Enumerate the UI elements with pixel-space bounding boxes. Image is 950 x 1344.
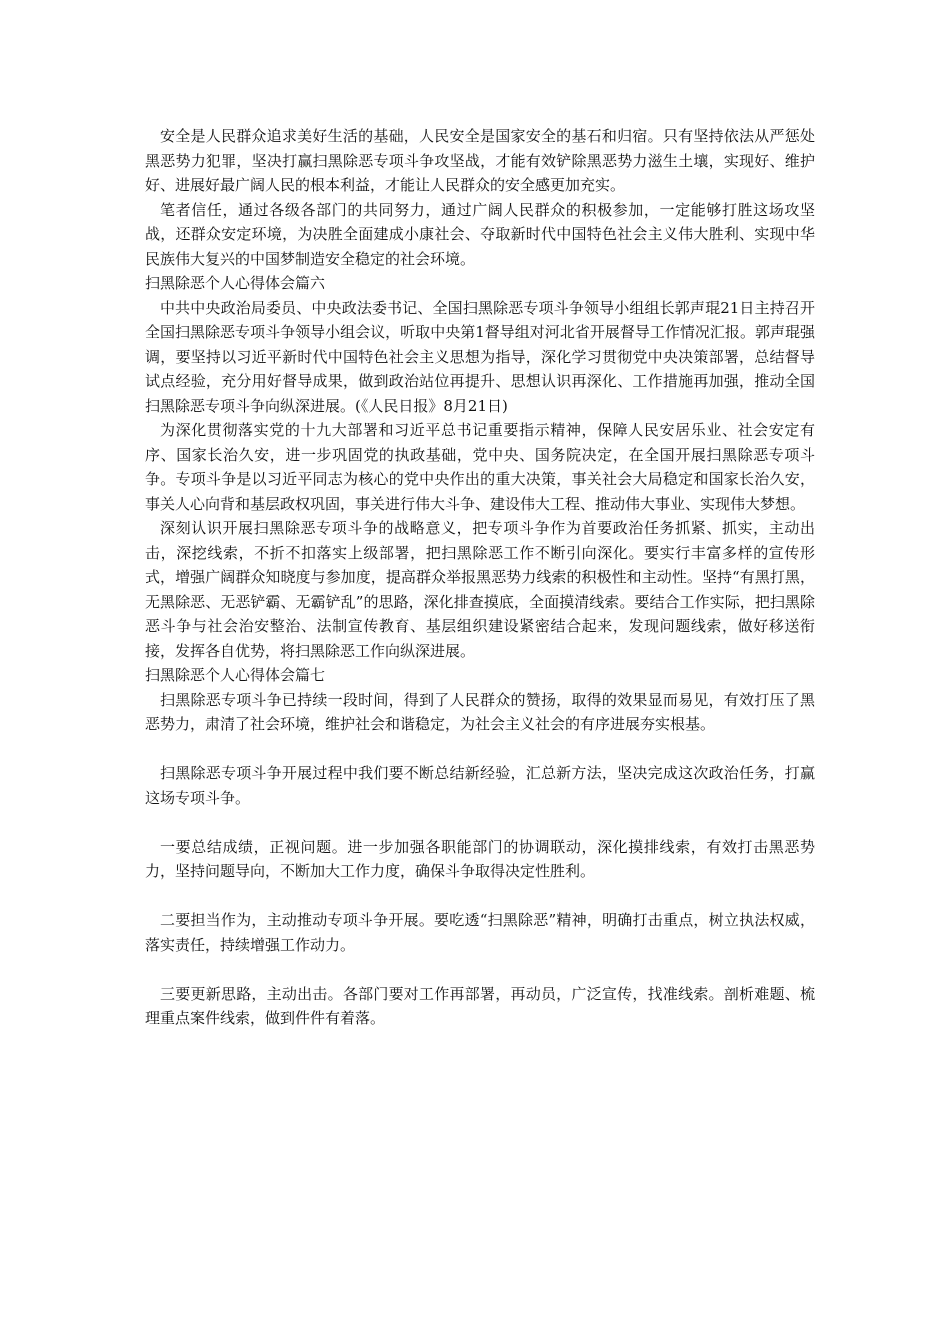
paragraph: 深刻认识开展扫黑除恶专项斗争的战略意义，把专项斗争作为首要政治任务抓紧、抓实，主动出击，深挖线索，不折不扣落实上级部署，把扫黑除恶工作不断引向深化。要实行丰富多样的宣传形式，增强广阔群众知晓度与参加度，提高群众举报黑恶势力线索的积极性和主动性。坚持“有黑打黑，无黑除恶、无恶铲霸、无霸铲乱”的思路，深化排查摸底，全面摸清线索。要结合工作实际，把扫黑除恶斗争与社会治安整治、法制宣传教育、基层组织建设紧密结合起来，发现问题线索，做好移送衔接，发挥各自优势，将扫黑除恶工作向纵深进展。 xyxy=(145,519,815,660)
paragraph: 二要担当作为，主动推动专项斗争开展。要吃透“扫黑除恶”精神，明确打击重点，树立执法权威，落实责任，持续增强工作动力。 xyxy=(145,911,815,954)
paragraph: 三要更新思路，主动出击。各部门要对工作再部署，再动员，广泛宣传，找准线索。剖析难题、梳理重点案件线索，做到件件有着落。 xyxy=(145,984,815,1027)
document-body xyxy=(145,124,815,1031)
paragraph: 中共中央政治局委员、中央政法委书记、全国扫黑除恶专项斗争领导小组组长郭声琨21日主持召开全国扫黑除恶专项斗争领导小组会议，听取中央第1督导组对河北省开展督导工作情况汇报。郭声琨强调，要坚持以习近平新时代中国特色社会主义思想为指导，深化学习贯彻党中央决策部署，总结督导试点经验，充分用好督导成果，做到政治站位再提升、思想认识再深化、工作措施再加强，推动全国扫黑除恶专项斗争向纵深进展。(《人民日报》8月21日) xyxy=(145,298,815,415)
paragraph: 为深化贯彻落实党的十九大部署和习近平总书记重要指示精神，保障人民安居乐业、社会安定有序、国家长治久安，进一步巩固党的执政基础，党中央、国务院决定，在全国开展扫黑除恶专项斗争。专项斗争是以习近平同志为核心的党中央作出的重大决策，事关社会大局稳定和国家长治久安，事关人心向背和基层政权巩固，事关进行伟大斗争、建设伟大工程、推动伟大事业、实现伟大梦想。 xyxy=(145,421,815,513)
paragraph: 一要总结成绩，正视问题。进一步加强各职能部门的协调联动，深化摸排线索，有效打击黑恶势力，坚持问题导向，不断加大工作力度，确保斗争取得决定性胜利。 xyxy=(145,837,815,880)
section-heading-7: 扫黑除恶个人心得体会篇七 xyxy=(145,666,326,684)
section-heading-6: 扫黑除恶个人心得体会篇六 xyxy=(145,274,326,292)
paragraph: 笔者信任，通过各级各部门的共同努力，通过广阔人民群众的积极参加，一定能够打胜这场攻坚战，还群众安定环境，为决胜全面建成小康社会、夺取新时代中国特色社会主义伟大胜利、实现中华民族伟大复兴的中国梦制造安全稳定的社会环境。 xyxy=(145,200,815,268)
paragraph: 安全是人民群众追求美好生活的基础，人民安全是国家安全的基石和归宿。只有坚持依法从严惩处黑恶势力犯罪，坚决打赢扫黑除恶专项斗争攻坚战，才能有效铲除黑恶势力滋生土壤，实现好、维护好、进展好最广阔人民的根本利益，才能让人民群众的安全感更加充实。 xyxy=(145,127,815,194)
paragraph: 扫黑除恶专项斗争已持续一段时间，得到了人民群众的赞扬，取得的效果显而易见，有效打压了黑恶势力，肃清了社会环境，维护社会和谐稳定，为社会主义社会的有序进展夯实根基。 xyxy=(145,690,815,733)
paragraph: 扫黑除恶专项斗争开展过程中我们要不断总结新经验，汇总新方法，坚决完成这次政治任务，打赢这场专项斗争。 xyxy=(145,764,815,807)
